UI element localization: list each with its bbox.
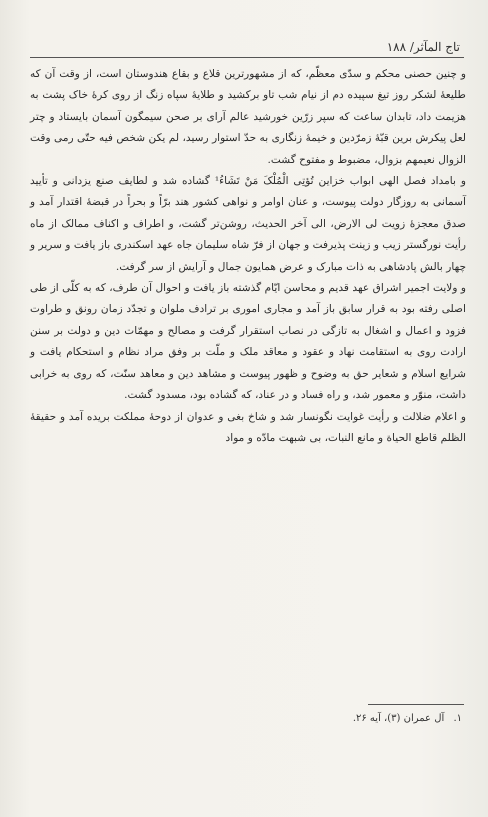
header-rule	[30, 57, 464, 58]
footnote	[353, 713, 462, 724]
footnote-text: آل عمران (۳)، آیه ۲۶.	[352, 713, 445, 724]
footnote-rule	[368, 704, 464, 705]
paragraph-1: و چنین حصنی محکم و سدّی معظّم، که از مشهورترین قلاع و بقاع هندوستان است، از وقت آن که طلیعهٔ لشکر روز تیغ سپیده دم از نیام شب تاو برکشید و طلایهٔ سپاه زنگ از روی کرهٔ خاک پشت به هزیمت داد، تابدان ساعت که سپر زرّین خورشید عالم آرای بر صحن سیمگون آسمان بایستاد و چتر لعل پیکرش برین قبّهٔ زمرّدین و خیمهٔ زنگاری به حدّ استوار رسید، لم یکن شخص فیه حتّی رمی وقت الزوال نعیمهم بزوال، مضبوط و مفتوح گشت.	[30, 68, 466, 166]
paragraph-4: و اعلام ضلالت و رأیت غوایت نگونسار شد و شاخ بغی و عدوان از دوحهٔ مملکت بریده آمد و حقیقهٔ الظلم قاطع الحیاة و مانع النبات، بی شبهت مادّه و مواد	[30, 410, 466, 444]
main-text	[30, 64, 466, 449]
footnote-number: ۱.	[453, 713, 462, 724]
paragraph-3: و ولایت اجمیر اشراق عهد قدیم و محاسن ایّام گذشته باز یافت و احوال آن طرف، که به کلّی از طی اصلی رفته بود به قرار سابق باز آمد و مجاری اموری بر ترادف ملوان و تجدّد زمان رونق و طراوت فزود و اعمال و اشغال به تازگی در نصاب استقرار گرفت و مصالح و مهمّات دین و دولت بر سنن ارادت روی به استقامت نهاد و عقود و معاقد ملک و ملّت بر وفق مراد نظام و استحکام یافت و شرایع اسلام و شعایر حق به وضوح و ظهور پیوست و مشاهد دین و معاهد سنّت، که روی به خرابی داشت، منوّر و معمور شد، و راه فساد و در عناد، که گشاده بود، مسدود گشت.	[30, 282, 466, 402]
running-header: تاج المآثر/ ۱۸۸	[386, 40, 460, 54]
paragraph-2: و بامداد فصل الهی ابواب خزاین تُؤتِی الْمُلْکَ مَنْ تَشَاءُ¹ گشاده شد و لطایف صنع یزدانی و تأیید آسمانی به روزگار دولت پیوست، و عنان اوامر و نواهی کشور هند برّاً و بحراً در قبضهٔ اقتدار آمد و صدق معجزهٔ زویت لی الارض، الی آخر الحدیث، روشن‌تر گشت، و اطراف و اکناف ممالک از ماه رأیت نورگستر زیب و زینت پذیرفت و جهان از فرّ شاه سلیمان جاه عهد اسکندری باز یافت و سریر و چهار بالش پادشاهی به ذات مبارک و عرض همایون جمال و آرایش از سر گرفت.	[30, 175, 466, 273]
